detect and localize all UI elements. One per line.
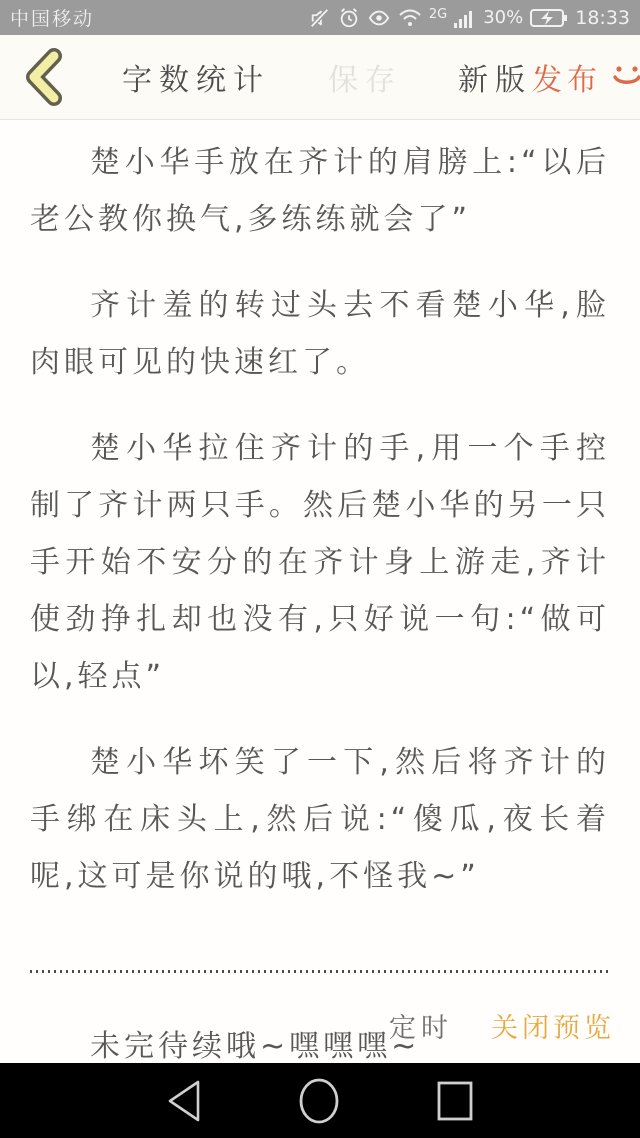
paragraph: 楚小华坏笑了一下,然后将齐计的手绑在床头上,然后说:“傻瓜,夜长着呢,这可是你说的哦,不怪我~” — [30, 745, 610, 894]
alarm-icon — [338, 7, 360, 29]
publish-button[interactable] — [532, 54, 640, 100]
paragraph: 齐计羞的转过头去不看楚小华,脸肉眼可见的快速红了。 — [30, 288, 610, 380]
wifi-icon — [398, 8, 422, 28]
preview-footer — [389, 1006, 615, 1045]
paragraph: 楚小华手放在齐计的肩膀上:“以后老公教你换气,多练练就会了” — [30, 145, 610, 237]
chapter-preview — [0, 120, 640, 1063]
publish-label: 发布 — [532, 63, 602, 98]
mute-icon — [309, 7, 331, 29]
battery-charging-icon — [530, 8, 568, 28]
nav-recents-square-icon — [436, 1080, 474, 1122]
clock-label: 18:33 — [575, 6, 630, 29]
network-type-label: 2G — [428, 7, 448, 22]
smiley-icon — [606, 54, 640, 100]
nav-recents-button[interactable] — [436, 1080, 474, 1122]
toolbar — [0, 35, 640, 120]
dotted-divider — [30, 969, 610, 973]
nav-home-circle-icon — [298, 1077, 340, 1125]
schedule-button[interactable]: 定时 — [389, 1013, 453, 1044]
close-preview-button[interactable]: 关闭预览 — [491, 1013, 615, 1044]
back-chevron-icon — [18, 48, 70, 106]
eye-icon — [367, 7, 391, 29]
status-bar — [0, 0, 640, 35]
back-button[interactable] — [18, 47, 70, 107]
save-button[interactable]: 保存 — [328, 63, 402, 98]
android-nav-bar — [0, 1063, 640, 1138]
battery-percent-label: 30% — [483, 7, 524, 28]
to-be-continued-text: 未完待续哦~嘿嘿嘿~ — [90, 1029, 421, 1063]
nav-back-triangle-icon — [166, 1079, 202, 1123]
paragraph: 楚小华拉住齐计的手,用一个手控制了齐计两只手。然后楚小华的另一只手开始不安分的在齐计身上游走,齐计使劲挣扎却也没有,只好说一句:“做可以,轻点” — [30, 431, 610, 694]
signal-bars-icon — [454, 8, 476, 28]
carrier-label: 中国移动 — [10, 8, 95, 30]
status-icons — [309, 7, 630, 29]
nav-home-button[interactable] — [298, 1077, 340, 1125]
new-version-button[interactable]: 新版 — [458, 63, 532, 98]
nav-back-button[interactable] — [166, 1079, 202, 1123]
word-count-button[interactable]: 字数统计 — [122, 63, 270, 98]
